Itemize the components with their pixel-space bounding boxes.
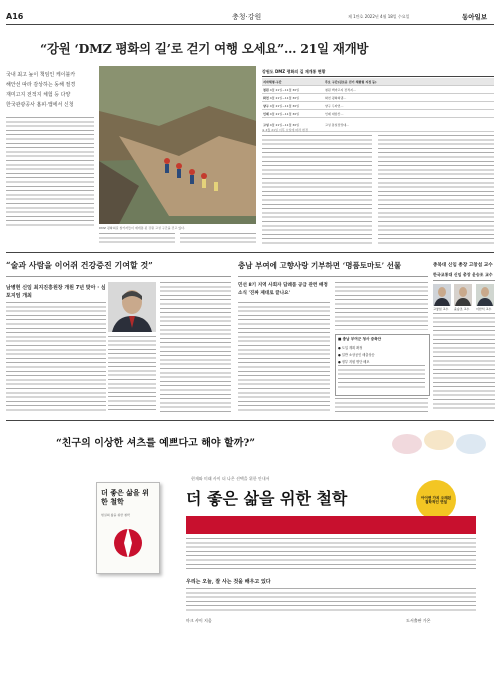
photo-caption: DMZ 평화의길 참가자들이 재개통 된 강원 고성 구간을 걷고 있다. — [99, 226, 186, 230]
book-cover — [96, 482, 160, 574]
rule — [238, 276, 428, 277]
portrait-photo — [454, 284, 472, 306]
book-cover-title: 더 좋은 삶을 위한 철학 — [101, 489, 149, 506]
info-box — [335, 334, 430, 396]
right-subhead: 한국교통대 신임 총장 윤승조 교수 — [433, 272, 493, 277]
ad-big-title: 더 좋은 삶을 위한 철학 — [186, 489, 348, 508]
book-cover-subtitle: 현실의 삶을 위한 철학 — [101, 513, 130, 517]
table-cell: 양구 두타연… — [324, 102, 494, 110]
table-cell: 인제 4월 21일~11월 30일 — [262, 110, 324, 118]
article-text — [238, 302, 330, 412]
info-box-item: ● 도입 계획 확정 — [338, 346, 363, 350]
article-text — [160, 282, 231, 412]
table-header-cell: 주요 구간(길로운 걷기 체험형 지정 등) — [324, 78, 494, 86]
left-subhead: 남병현 신임 최지진흥원장 개원 7년 맞아 · 심포지엄 개최 — [6, 285, 106, 299]
info-box-item: ● 일반 소상공인 매출상승 — [338, 353, 375, 357]
hiking-photo — [99, 66, 256, 224]
top-deck — [6, 70, 94, 110]
deck-line: 재미고지 전적지 체험 등 다양 — [6, 92, 71, 98]
mid-headline: 충남 부여에 고향사랑 기부하면 ‘명품토마토’ 선물 — [238, 261, 402, 270]
ad-badge — [416, 480, 456, 520]
table-note: ※ 4월 21일 이후 요일에 따라 변경 — [262, 128, 308, 132]
badge-text: 아이앤 가치 오래된 철학적인 연설 — [420, 495, 452, 504]
table-cell: 양구 4월 21일~11월 30일 — [262, 102, 324, 110]
ad-headline: “친구의 이상한 셔츠를 예쁘다고 해야 할까?” — [56, 438, 255, 449]
book-ad — [6, 424, 494, 686]
top-headline: “강원 ‘DMZ 평화의 길’로 걷기 여행 오세요”… 21일 재개방 — [40, 41, 369, 56]
rule — [6, 276, 231, 277]
deck-line: 국내 최고 높이 책임인 케이블카 — [6, 72, 76, 78]
table-cell: 철원 백마고지 전적지… — [324, 86, 494, 94]
portrait-photo — [108, 282, 156, 332]
issue-date — [348, 14, 410, 20]
portrait-name: 이한석 교수 — [476, 307, 492, 311]
article-text — [335, 282, 428, 330]
ad-top-rule — [6, 420, 494, 421]
table-header-cell: 지자체명·구간 — [262, 78, 324, 86]
portrait-name: 고창섭 교수 — [433, 307, 449, 311]
article-text — [108, 336, 156, 412]
ad-quote: 우리는 오늘, 잘 사는 것을 배우고 있다 — [186, 579, 271, 585]
info-box-title: ■ 충남 부여군 청사 증축안 — [338, 337, 382, 341]
table-cell: 고성 통일전망대… — [324, 118, 494, 132]
portrait-name: 윤승조 교수 — [454, 307, 470, 311]
section-rule — [6, 252, 494, 253]
table-cell: 철원 4월 21일~11월 30일 — [262, 86, 324, 94]
table-top-rule — [262, 76, 494, 77]
table-cell: 화천 평화의댐… — [324, 94, 494, 102]
table-cell: 화천 4월 21일~11월 30일 — [262, 94, 324, 102]
header-rule — [6, 24, 494, 25]
portrait-photo — [476, 284, 494, 306]
ad-red-band — [186, 516, 476, 534]
section-label: 충청·강원 — [232, 13, 262, 21]
info-box-item: ● 정부 지원 명단 배포 — [338, 360, 370, 364]
table-header-row — [262, 78, 494, 86]
date-text: 2022년 4월 18일 수요일 — [364, 14, 410, 19]
article-text — [99, 233, 175, 245]
issue-number: 제 1만호 — [348, 14, 364, 19]
mid-subhead: 민선 8기 지역 사회자 답례품 공급 관련 배정 소식 '진짜 제대로 끝나요' — [238, 283, 328, 296]
table-title: 강원도 DMZ 평화의 길 재개통 현황 — [262, 69, 326, 74]
article-text — [433, 313, 495, 412]
table-row — [262, 110, 494, 118]
ad-copy-text — [186, 538, 476, 572]
article-text — [180, 233, 256, 245]
book-illustration — [107, 523, 149, 567]
deck-line: 해안선 따라 감상하는 동해 절경 — [6, 82, 76, 88]
deck-line: 한국관광공사 홈피·앱에서 신청 — [6, 102, 74, 108]
ad-tagline: 현재와 미래 사이 더 나은 선택을 위한 안내서 — [191, 476, 270, 481]
rule — [433, 280, 495, 281]
left-headline: “술과 사람을 이어쥐 건강증진 기여할 것” — [6, 260, 153, 270]
table-row — [262, 86, 494, 94]
ad-author: 마크 샤이 지음 — [186, 618, 212, 623]
table-cell: 인제 대암산… — [324, 110, 494, 118]
ad-copy-text — [186, 588, 476, 612]
schedule-table — [262, 78, 494, 132]
brand-logo: 동아일보 — [462, 13, 488, 21]
article-text — [338, 365, 425, 391]
table-cell: 고성 4월 21일~11월 30일 — [262, 118, 324, 132]
table-row — [262, 102, 494, 110]
article-text — [378, 135, 494, 245]
ad-publisher: 도서출판 가온 — [406, 618, 431, 623]
article-text — [6, 117, 94, 229]
article-text — [6, 302, 106, 412]
article-text — [262, 135, 372, 245]
table-row — [262, 94, 494, 102]
ad-bubbles — [392, 430, 488, 470]
page-number: A16 — [6, 12, 24, 21]
portrait-photo — [433, 284, 451, 306]
article-text — [335, 398, 428, 412]
right-headline: 충북대 신임 총장 고창섭 교수 — [433, 263, 493, 268]
